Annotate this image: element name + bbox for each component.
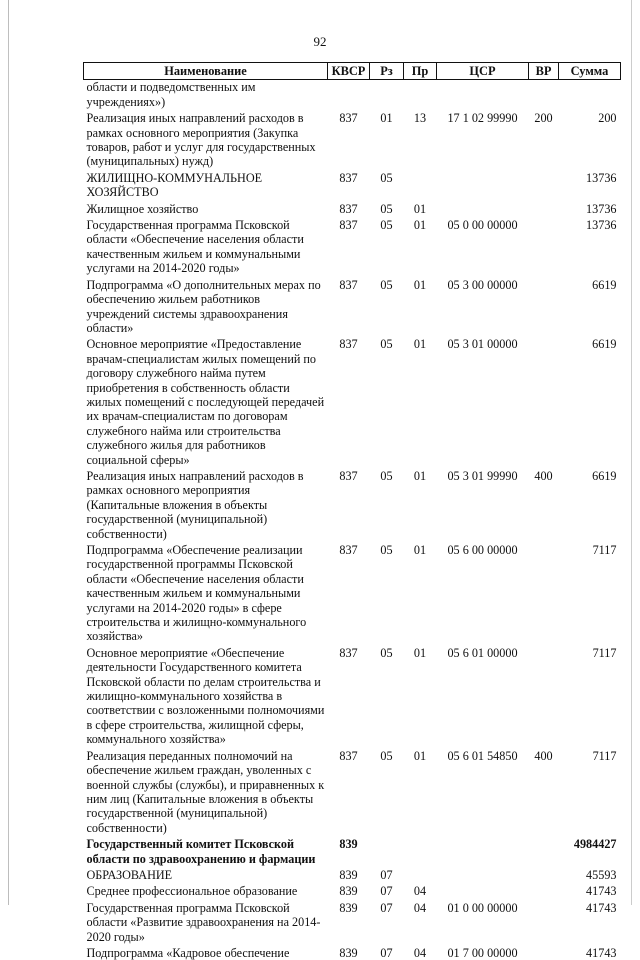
cell-kvsr: 839 (339, 867, 358, 882)
cell-pr (404, 80, 437, 109)
cell-csr (437, 835, 529, 866)
cell-sum (559, 80, 621, 109)
cell-vr (529, 80, 559, 109)
cell-rz: 05 (380, 468, 393, 483)
cell-kvsr: 839 (339, 884, 358, 899)
cell-vr (529, 335, 559, 467)
cell-pr (404, 866, 437, 882)
cell-sum: 7117 (592, 543, 617, 557)
cell-pr: 01 (413, 218, 427, 233)
cell-pr (404, 835, 437, 866)
table-body (84, 80, 621, 960)
table-row (84, 169, 621, 200)
cell-sum: 13736 (586, 201, 617, 216)
cell-name: Государственная программа Псковской области «Обеспечение населения области качественным жильем и коммунальными услугами на 2014-2020 годы» (86, 218, 304, 276)
cell-name: ОБРАЗОВАНИЕ (86, 867, 173, 882)
cell-csr: 05 6 01 00000 (447, 645, 518, 660)
table-header (84, 63, 621, 80)
cell-rz: 05 (380, 337, 393, 352)
cell-csr: 05 0 00 00000 (447, 218, 518, 233)
cell-name: Реализация иных направлений расходов в рамках основного мероприятия (Капитальные вложения в объекты государственной (муниципальной) собственности) (86, 468, 304, 541)
cell-vr (529, 944, 559, 960)
cell-rz: 05 (380, 645, 393, 660)
budget-table (83, 62, 621, 960)
cell-csr: 05 3 01 00000 (447, 337, 518, 352)
cell-pr: 13 (413, 111, 427, 126)
cell-sum: 7117 (592, 748, 617, 763)
cell-name: Подпрограмма «Кадровое обеспечение (86, 945, 290, 960)
cell-sum: 6619 (592, 468, 617, 483)
cell-kvsr: 837 (339, 201, 358, 216)
cell-rz: 05 (380, 543, 393, 557)
cell-name: Государственный комитет Псковской области по здравоохранению и фармации (86, 837, 316, 866)
cell-kvsr: 837 (339, 748, 358, 763)
cell-sum: 7117 (592, 645, 617, 660)
cell-csr (437, 866, 529, 882)
cell-name: Подпрограмма «Обеспечение реализации государственной программы Псковской области «Обеспечение населения области качественным жильем и коммунальными услугами на 2014-2020 годы» в сфере строительства и жилищно-коммунального хозяйства» (86, 543, 307, 644)
cell-name: Жилищное хозяйство (86, 201, 199, 216)
cell-kvsr: 839 (339, 837, 358, 852)
cell-csr (437, 200, 529, 216)
cell-pr: 04 (413, 884, 427, 899)
table-row (84, 80, 621, 109)
cell-csr: 05 6 01 54850 (447, 748, 518, 763)
cell-csr: 05 6 00 00000 (447, 543, 518, 557)
cell-name: Основное мероприятие «Обеспечение деятельности Государственного комитета Псковской области по делам строительства и жилищно-коммунального хозяйства в соответствии с возложенными полномочиями в сфере строительства, жилищной сферы, коммунального хозяйства» (86, 645, 325, 747)
cell-csr (437, 80, 529, 109)
header-pr: Пр (404, 63, 437, 80)
table-row (84, 835, 621, 866)
cell-sum: 200 (598, 111, 617, 126)
cell-rz: 05 (380, 201, 393, 216)
cell-rz (370, 80, 404, 109)
cell-kvsr: 837 (339, 543, 358, 557)
cell-csr: 17 1 02 99990 (447, 111, 518, 126)
cell-kvsr: 837 (339, 337, 358, 352)
table-row (84, 644, 621, 747)
table-row (84, 276, 621, 336)
header-rz: Рз (370, 63, 404, 80)
table-row (84, 109, 621, 169)
cell-name: области и подведомственных им учреждениях») (86, 80, 256, 109)
cell-name: Государственная программа Псковской области «Развитие здравоохранения на 2014-2020 годы» (86, 900, 321, 944)
cell-name: Среднее профессиональное образование (86, 884, 298, 899)
header-name: Наименование (84, 63, 328, 80)
table-row (84, 899, 621, 944)
header-kvsr: КВСР (328, 63, 370, 80)
header-vr: ВР (529, 63, 559, 80)
cell-rz: 05 (380, 218, 393, 233)
cell-vr (529, 169, 559, 200)
table-row (84, 335, 621, 467)
header-sum: Сумма (559, 63, 621, 80)
cell-kvsr: 837 (339, 468, 358, 483)
cell-name: Реализация иных направлений расходов в рамках основного мероприятия (Закупка товаров, работ и услуг для государственных (муниципальных) нужд) (86, 111, 316, 169)
page-number: 92 (313, 34, 327, 49)
cell-kvsr: 837 (339, 170, 358, 185)
cell-sum: 41743 (586, 884, 617, 899)
scan-edge-right (631, 0, 632, 905)
cell-vr: 200 (534, 111, 553, 126)
cell-name: ЖИЛИЩНО-КОММУНАЛЬНОЕ ХОЗЯЙСТВО (86, 170, 263, 200)
cell-sum: 41743 (586, 900, 617, 915)
cell-pr (404, 169, 437, 200)
table-row (84, 216, 621, 276)
cell-sum: 6619 (592, 277, 617, 292)
cell-vr (529, 899, 559, 944)
cell-vr (529, 835, 559, 866)
cell-rz: 07 (380, 884, 393, 899)
cell-kvsr: 837 (339, 111, 358, 126)
cell-kvsr (328, 80, 370, 109)
cell-vr (529, 276, 559, 336)
cell-pr: 04 (413, 900, 427, 915)
cell-pr: 01 (413, 543, 427, 557)
cell-rz: 05 (380, 277, 393, 292)
cell-rz: 07 (380, 945, 393, 960)
cell-kvsr: 839 (339, 945, 358, 960)
cell-pr: 04 (413, 945, 427, 960)
cell-kvsr: 839 (339, 900, 358, 915)
cell-sum: 13736 (586, 170, 617, 185)
cell-vr (529, 882, 559, 898)
table-row (84, 467, 621, 541)
cell-vr (529, 200, 559, 216)
cell-rz: 07 (380, 867, 393, 882)
cell-pr: 01 (413, 277, 427, 292)
cell-sum: 45593 (586, 867, 617, 882)
cell-vr (529, 644, 559, 747)
table-row (84, 866, 621, 882)
cell-pr: 01 (413, 748, 427, 763)
cell-kvsr: 837 (339, 277, 358, 292)
cell-csr: 05 3 00 00000 (447, 277, 518, 292)
cell-name: Реализация переданных полномочий на обеспечение жильем граждан, уволенных с военной службы (службы), и приравненных к ним лиц (Капитальные вложения в объекты государственной (муниципальной) собственности) (86, 748, 325, 835)
cell-sum: 41743 (586, 945, 617, 960)
cell-vr: 400 (534, 468, 553, 483)
cell-vr: 400 (534, 748, 553, 763)
cell-csr: 05 3 01 99990 (447, 468, 518, 483)
cell-sum: 13736 (586, 218, 617, 233)
cell-rz: 07 (380, 900, 393, 915)
cell-rz: 05 (380, 748, 393, 763)
cell-rz: 05 (380, 170, 393, 185)
cell-pr: 01 (413, 337, 427, 352)
cell-vr (529, 866, 559, 882)
cell-name: Основное мероприятие «Предоставление врачам-специалистам жилых помещений по договору служебного найма путем приобретения в собственность области жилых помещений с последующей передачей их врачам-специалистам по договорам служебного найма или строительства служебного жилья для работников социальной сферы» (86, 337, 325, 467)
table-row (84, 541, 621, 644)
cell-pr: 01 (413, 645, 427, 660)
cell-pr: 01 (413, 468, 427, 483)
cell-csr (437, 169, 529, 200)
cell-kvsr: 837 (339, 645, 358, 660)
table-row (84, 882, 621, 898)
cell-csr: 01 7 00 00000 (447, 945, 518, 960)
cell-vr (529, 216, 559, 276)
cell-rz: 01 (380, 111, 393, 126)
cell-vr (529, 541, 559, 644)
table-row (84, 747, 621, 835)
cell-csr (437, 882, 529, 898)
cell-pr: 01 (413, 201, 427, 216)
cell-sum: 4984427 (573, 837, 617, 852)
table-row (84, 200, 621, 216)
table-row (84, 944, 621, 960)
cell-name: Подпрограмма «О дополнительных мерах по обеспечению жильем работников учреждений системы здравоохранения области» (86, 277, 321, 335)
cell-kvsr: 837 (339, 218, 358, 233)
header-csr: ЦСР (437, 63, 529, 80)
header-row (84, 63, 621, 80)
cell-rz (370, 835, 404, 866)
cell-sum: 6619 (592, 337, 617, 352)
cell-csr: 01 0 00 00000 (447, 900, 518, 915)
scan-edge-left (8, 0, 9, 905)
